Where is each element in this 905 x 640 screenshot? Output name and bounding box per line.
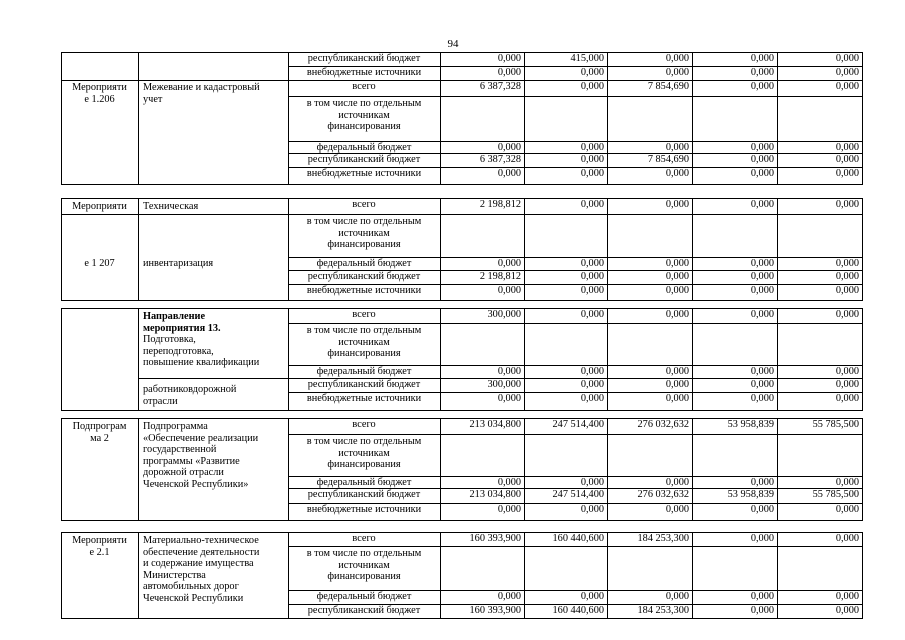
activity-name: Межевание и кадастровый <box>143 82 260 93</box>
amount-cell: 0,000 <box>665 285 689 296</box>
grid-line <box>138 52 139 185</box>
grid-line <box>607 214 608 258</box>
amount-cell: 0,000 <box>835 271 859 282</box>
grid-line <box>692 214 693 258</box>
grid-line <box>862 257 863 271</box>
amount-cell: 213 034,800 <box>469 489 521 500</box>
activity-name: и содержание имущества <box>143 558 254 569</box>
amount-cell: 0,000 <box>750 533 774 544</box>
grid-line <box>777 214 778 258</box>
grid-line <box>862 365 863 379</box>
activity-name: Подготовка, <box>143 334 196 345</box>
amount-cell: 55 785,500 <box>812 419 859 430</box>
grid-line <box>61 184 289 185</box>
amount-cell: 160 393,900 <box>469 605 521 616</box>
amount-cell: 0,000 <box>665 271 689 282</box>
source-label: финансирования <box>327 121 401 132</box>
grid-line <box>61 198 289 199</box>
amount-cell: 0,000 <box>835 309 859 320</box>
grid-line <box>607 96 608 142</box>
grid-line <box>862 308 863 324</box>
source-label: федеральный бюджет <box>316 477 412 488</box>
amount-cell: 0,000 <box>835 591 859 602</box>
activity-name: «Обеспечение реализации <box>143 432 259 444</box>
grid-line <box>61 520 289 521</box>
amount-cell: 276 032,632 <box>637 419 689 430</box>
source-label: республиканский бюджет <box>307 53 421 64</box>
grid-line <box>862 378 863 393</box>
amount-cell: 0,000 <box>750 258 774 269</box>
amount-cell: 0,000 <box>665 477 689 488</box>
amount-cell: 0,000 <box>580 199 604 210</box>
grid-line <box>440 434 441 477</box>
grid-line <box>440 323 441 366</box>
amount-cell: 213 034,800 <box>469 419 521 430</box>
activity-code: Мероприяти <box>72 82 127 93</box>
grid-line <box>862 532 863 547</box>
amount-cell: 0,000 <box>750 168 774 179</box>
source-label: всего <box>352 81 376 92</box>
amount-cell: 276 032,632 <box>637 489 689 500</box>
grid-line <box>692 546 693 591</box>
source-label: источникам <box>338 227 390 239</box>
amount-cell: 0,000 <box>665 591 689 602</box>
grid-line <box>61 410 289 411</box>
amount-cell: 0,000 <box>835 53 859 64</box>
amount-cell: 0,000 <box>835 285 859 296</box>
grid-line <box>777 323 778 366</box>
amount-cell: 0,000 <box>665 379 689 390</box>
grid-line <box>777 434 778 477</box>
amount-cell: 300,000 <box>487 309 521 320</box>
source-label: всего <box>352 199 376 210</box>
amount-cell: 55 785,500 <box>812 489 859 500</box>
amount-cell: 0,000 <box>497 393 521 404</box>
amount-cell: 2 198,812 <box>479 199 521 210</box>
amount-cell: 0,000 <box>835 366 859 377</box>
activity-name: Чеченской Республики» <box>143 478 249 490</box>
source-label: источникам <box>338 336 390 348</box>
grid-line <box>862 198 863 215</box>
amount-cell: 0,000 <box>497 477 521 488</box>
activity-name: повышение квалификации <box>143 357 260 368</box>
source-label: источникам <box>338 447 390 459</box>
activity-code: ма 2 <box>90 432 109 444</box>
grid-line <box>862 392 863 411</box>
activity-code: Мероприяти <box>72 535 127 546</box>
source-label: финансирования <box>327 348 401 359</box>
activity-name: Подпрограмма <box>143 421 208 432</box>
grid-line <box>862 546 863 591</box>
amount-cell: 0,000 <box>750 379 774 390</box>
grid-line <box>61 198 62 301</box>
source-label: финансирования <box>327 571 401 582</box>
grid-line <box>138 308 139 411</box>
amount-cell: 0,000 <box>750 271 774 282</box>
grid-line <box>692 323 693 366</box>
amount-cell: 7 854,690 <box>647 154 689 165</box>
source-label: внебюджетные источники <box>306 67 422 78</box>
grid-line <box>692 96 693 142</box>
grid-line <box>777 546 778 591</box>
amount-cell: 0,000 <box>497 591 521 602</box>
activity-name: инвентаризация <box>143 258 214 269</box>
grid-line <box>862 153 863 168</box>
activity-name: обеспечение деятельности <box>143 546 260 558</box>
amount-cell: 415,000 <box>570 53 604 64</box>
grid-line <box>862 52 863 67</box>
amount-cell: 0,000 <box>580 81 604 92</box>
activity-name: автомобильных дорог <box>143 581 239 592</box>
activity-name: дорожной отрасли <box>143 467 224 478</box>
amount-cell: 0,000 <box>580 504 604 515</box>
amount-cell: 0,000 <box>835 504 859 515</box>
activity-code: е 2.1 <box>89 546 110 558</box>
amount-cell: 0,000 <box>497 67 521 78</box>
amount-cell: 0,000 <box>835 258 859 269</box>
amount-cell: 0,000 <box>750 309 774 320</box>
amount-cell: 0,000 <box>497 285 521 296</box>
grid-line <box>440 214 441 258</box>
source-label: республиканский бюджет <box>307 605 421 616</box>
amount-cell: 0,000 <box>835 67 859 78</box>
amount-cell: 0,000 <box>750 53 774 64</box>
amount-cell: 0,000 <box>750 285 774 296</box>
source-label: в том числе по отдельным <box>306 325 422 336</box>
amount-cell: 53 958,839 <box>727 419 774 430</box>
amount-cell: 0,000 <box>835 605 859 616</box>
amount-cell: 0,000 <box>665 199 689 210</box>
grid-line <box>61 308 289 309</box>
source-label: внебюджетные источники <box>306 393 422 404</box>
amount-cell: 160 440,600 <box>552 605 604 616</box>
source-label: финансирования <box>327 459 401 470</box>
grid-line <box>862 604 863 619</box>
grid-line <box>138 418 139 521</box>
amount-cell: 0,000 <box>835 533 859 544</box>
grid-line <box>862 96 863 142</box>
amount-cell: 184 253,300 <box>637 605 689 616</box>
grid-line <box>138 198 139 301</box>
source-label: внебюджетные источники <box>306 285 422 296</box>
grid-line <box>524 96 525 142</box>
activity-name: Направление <box>143 311 206 322</box>
amount-cell: 0,000 <box>835 477 859 488</box>
grid-line <box>607 434 608 477</box>
grid-line <box>440 96 441 142</box>
grid-line <box>862 284 863 301</box>
grid-line <box>61 532 289 533</box>
source-label: всего <box>352 309 376 320</box>
grid-line <box>61 52 62 185</box>
amount-cell: 0,000 <box>580 258 604 269</box>
grid-line <box>862 66 863 81</box>
activity-name: переподготовка, <box>143 345 214 357</box>
amount-cell: 0,000 <box>580 309 604 320</box>
grid-line <box>862 503 863 521</box>
amount-cell: 0,000 <box>750 67 774 78</box>
amount-cell: 300,000 <box>487 379 521 390</box>
amount-cell: 160 393,900 <box>469 533 521 544</box>
amount-cell: 0,000 <box>497 142 521 153</box>
amount-cell: 0,000 <box>580 366 604 377</box>
amount-cell: 0,000 <box>580 67 604 78</box>
amount-cell: 0,000 <box>750 504 774 515</box>
page-number: 94 <box>447 38 459 50</box>
activity-code: е 1.206 <box>84 93 115 105</box>
activity-name: программы «Развитие <box>143 455 240 467</box>
amount-cell: 0,000 <box>750 605 774 616</box>
source-label: в том числе по отдельным <box>306 548 422 559</box>
amount-cell: 2 198,812 <box>479 271 521 282</box>
amount-cell: 0,000 <box>835 81 859 92</box>
amount-cell: 0,000 <box>580 285 604 296</box>
amount-cell: 0,000 <box>580 168 604 179</box>
grid-line <box>862 167 863 185</box>
activity-name: государственной <box>143 444 217 455</box>
amount-cell: 0,000 <box>835 199 859 210</box>
amount-cell: 0,000 <box>580 591 604 602</box>
amount-cell: 0,000 <box>750 393 774 404</box>
activity-name: Техническая <box>143 201 199 212</box>
amount-cell: 0,000 <box>665 393 689 404</box>
source-label: республиканский бюджет <box>307 271 421 282</box>
grid-line <box>607 323 608 366</box>
grid-line <box>61 308 62 411</box>
amount-cell: 0,000 <box>835 168 859 179</box>
amount-cell: 160 440,600 <box>552 533 604 544</box>
grid-line <box>61 52 289 53</box>
amount-cell: 0,000 <box>665 366 689 377</box>
grid-line <box>138 532 139 619</box>
activity-name: Министерства <box>143 569 206 581</box>
source-label: федеральный бюджет <box>316 258 412 269</box>
grid-line <box>777 96 778 142</box>
grid-line <box>61 214 289 215</box>
source-label: республиканский бюджет <box>307 379 421 390</box>
amount-cell: 0,000 <box>750 154 774 165</box>
grid-line <box>862 214 863 258</box>
source-label: в том числе по отдельным <box>306 216 422 227</box>
source-label: источникам <box>338 109 390 121</box>
grid-line <box>138 378 289 379</box>
amount-cell: 0,000 <box>835 154 859 165</box>
activity-code: Мероприяти <box>72 201 127 212</box>
amount-cell: 0,000 <box>580 477 604 488</box>
grid-line <box>692 434 693 477</box>
amount-cell: 0,000 <box>580 393 604 404</box>
amount-cell: 0,000 <box>665 309 689 320</box>
grid-line <box>61 618 289 619</box>
amount-cell: 0,000 <box>580 379 604 390</box>
activity-name: отрасли <box>143 395 178 407</box>
amount-cell: 6 387,328 <box>479 154 521 165</box>
amount-cell: 0,000 <box>665 142 689 153</box>
activity-name: учет <box>143 93 163 105</box>
grid-line <box>524 323 525 366</box>
amount-cell: 0,000 <box>750 199 774 210</box>
amount-cell: 0,000 <box>835 393 859 404</box>
activity-code: е 1 207 <box>84 258 115 269</box>
grid-line <box>862 270 863 285</box>
grid-line <box>524 434 525 477</box>
amount-cell: 0,000 <box>665 258 689 269</box>
grid-line <box>862 80 863 97</box>
source-label: республиканский бюджет <box>307 489 421 500</box>
grid-line <box>524 546 525 591</box>
amount-cell: 0,000 <box>750 142 774 153</box>
grid-line <box>524 214 525 258</box>
amount-cell: 7 854,690 <box>647 81 689 92</box>
source-label: федеральный бюджет <box>316 366 412 377</box>
grid-line <box>61 80 289 81</box>
amount-cell: 0,000 <box>580 271 604 282</box>
amount-cell: 6 387,328 <box>479 81 521 92</box>
amount-cell: 0,000 <box>497 504 521 515</box>
source-label: источникам <box>338 559 390 571</box>
amount-cell: 0,000 <box>580 154 604 165</box>
source-label: в том числе по отдельным <box>306 436 422 447</box>
amount-cell: 0,000 <box>750 591 774 602</box>
source-label: всего <box>352 533 376 544</box>
source-label: внебюджетные источники <box>306 504 422 515</box>
amount-cell: 0,000 <box>750 366 774 377</box>
grid-line <box>607 546 608 591</box>
amount-cell: 0,000 <box>497 53 521 64</box>
source-label: федеральный бюджет <box>316 142 412 153</box>
amount-cell: 247 514,400 <box>552 489 604 500</box>
amount-cell: 0,000 <box>580 142 604 153</box>
activity-name: мероприятия 13. <box>143 322 221 334</box>
amount-cell: 0,000 <box>665 504 689 515</box>
activity-name: работниковдорожной <box>143 384 237 395</box>
source-label: федеральный бюджет <box>316 591 412 602</box>
grid-line <box>862 590 863 605</box>
amount-cell: 0,000 <box>665 67 689 78</box>
activity-name: Материально-техническое <box>143 535 259 546</box>
source-label: финансирования <box>327 239 401 250</box>
amount-cell: 0,000 <box>835 142 859 153</box>
grid-line <box>862 434 863 477</box>
amount-cell: 0,000 <box>750 477 774 488</box>
amount-cell: 0,000 <box>497 258 521 269</box>
amount-cell: 0,000 <box>665 53 689 64</box>
source-label: всего <box>352 419 376 430</box>
amount-cell: 0,000 <box>665 168 689 179</box>
activity-name: Чеченской Республики <box>143 592 244 604</box>
grid-line <box>440 546 441 591</box>
source-label: республиканский бюджет <box>307 154 421 165</box>
source-label: внебюджетные источники <box>306 168 422 179</box>
amount-cell: 184 253,300 <box>637 533 689 544</box>
activity-code: Подпрограм <box>72 421 127 432</box>
amount-cell: 53 958,839 <box>727 489 774 500</box>
grid-line <box>862 488 863 504</box>
amount-cell: 0,000 <box>497 366 521 377</box>
grid-line <box>61 300 289 301</box>
grid-line <box>862 418 863 435</box>
amount-cell: 0,000 <box>835 379 859 390</box>
source-label: в том числе по отдельным <box>306 98 422 109</box>
grid-line <box>862 323 863 366</box>
amount-cell: 0,000 <box>497 168 521 179</box>
amount-cell: 247 514,400 <box>552 419 604 430</box>
amount-cell: 0,000 <box>750 81 774 92</box>
grid-line <box>61 418 289 419</box>
